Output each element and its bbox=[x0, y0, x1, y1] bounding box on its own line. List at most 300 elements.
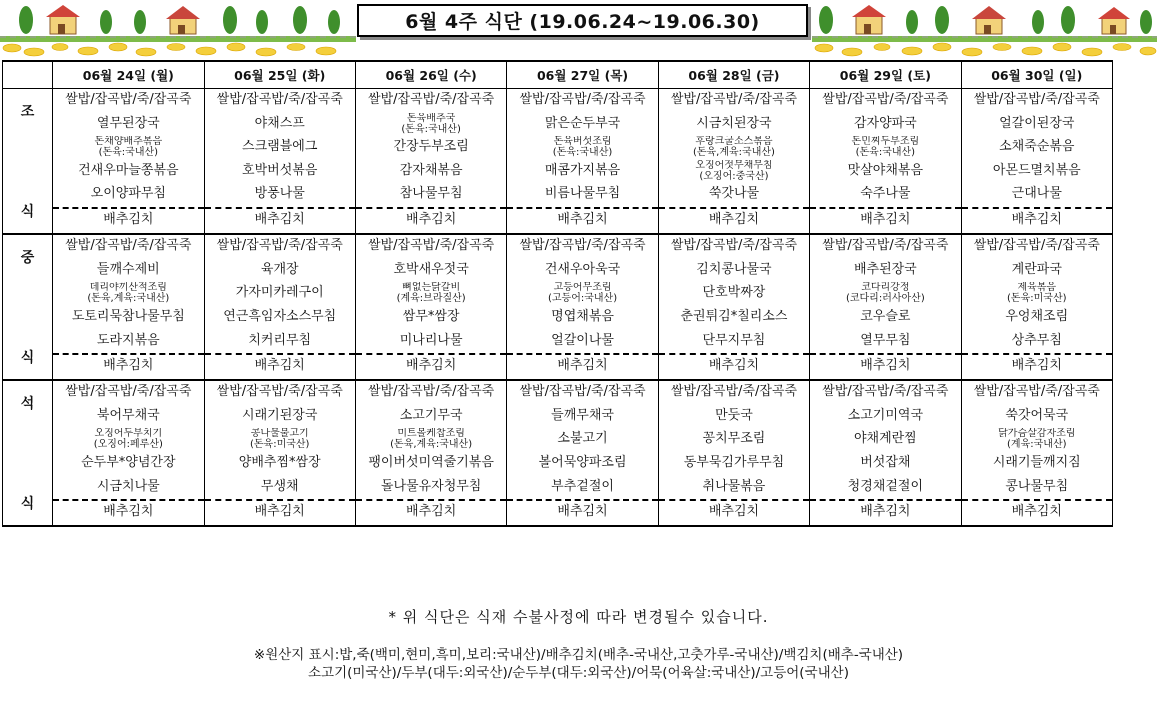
dish-cell bbox=[810, 306, 961, 330]
dish-cell bbox=[355, 452, 506, 476]
dish-name: 꽁치무조림 bbox=[702, 431, 766, 447]
dish-name: 감자채볶음 bbox=[399, 162, 463, 178]
dish-name: 치커리무침 bbox=[248, 332, 312, 348]
dish-cell bbox=[204, 282, 355, 306]
dish-name: 버섯잡채 bbox=[860, 454, 911, 470]
dish-cell bbox=[355, 183, 506, 207]
kimchi-cell bbox=[658, 207, 809, 234]
dish-cell bbox=[355, 380, 506, 405]
dish-name: 쌀밥/잡곡밥/죽/잡곡죽 bbox=[368, 238, 495, 253]
dish-cell bbox=[507, 380, 658, 405]
dish-cell bbox=[507, 306, 658, 330]
dish-cell bbox=[810, 183, 961, 207]
dish-cell bbox=[53, 234, 204, 259]
dish-name: 쌀밥/잡곡밥/죽/잡곡죽 bbox=[822, 92, 949, 107]
dish-cell bbox=[355, 113, 506, 137]
dish-name: 들깨무채국 bbox=[551, 407, 614, 423]
dish-name: 돈육배추국 bbox=[406, 112, 456, 124]
dish-cell bbox=[507, 476, 658, 500]
menu-row bbox=[3, 160, 1113, 184]
dish-cell bbox=[961, 452, 1112, 476]
dish-cell bbox=[53, 428, 204, 452]
dish-cell bbox=[53, 380, 204, 405]
kimchi-cell bbox=[810, 353, 961, 380]
kimchi-cell bbox=[355, 499, 506, 526]
dish-name: 간장두부조림 bbox=[393, 139, 469, 155]
dish-cell bbox=[355, 428, 506, 452]
menu-row bbox=[3, 452, 1113, 476]
dish-name: 배추김치 bbox=[860, 212, 911, 228]
dish-name: 매콤가지볶음 bbox=[544, 162, 621, 178]
dish-name: 건새우마늘쫑볶음 bbox=[78, 162, 179, 178]
dish-name: 쑥갓어묵국 bbox=[1005, 407, 1069, 423]
day-header: 06월 27일 (목) bbox=[507, 61, 658, 89]
dish-name: 쌀밥/잡곡밥/죽/잡곡죽 bbox=[973, 92, 1100, 107]
menu-row bbox=[3, 89, 1113, 113]
dish-name: 배추김치 bbox=[103, 504, 154, 520]
dish-name: 소불고기 bbox=[557, 431, 608, 447]
dish-name: 돈채양배추볶음 bbox=[94, 136, 163, 148]
dish-name: 배추김치 bbox=[708, 358, 760, 374]
dish-origin: (계육:국내산) bbox=[1007, 439, 1067, 451]
dish-name: 배추김치 bbox=[557, 212, 608, 228]
dish-cell bbox=[507, 452, 658, 476]
dish-name: 시래기들깨지짐 bbox=[992, 454, 1081, 470]
kimchi-cell bbox=[53, 207, 204, 234]
dish-cell bbox=[810, 136, 961, 160]
dish-name: 만둣국 bbox=[715, 407, 753, 423]
kimchi-cell bbox=[507, 207, 658, 234]
dish-name: 배추김치 bbox=[406, 504, 457, 520]
dish-cell bbox=[658, 452, 809, 476]
dish-cell bbox=[658, 282, 809, 306]
kimchi-cell bbox=[658, 353, 809, 380]
dish-name: 미나리나물 bbox=[399, 332, 463, 348]
dish-cell bbox=[961, 282, 1112, 306]
dish-cell bbox=[53, 160, 204, 184]
dish-name: 야채스프 bbox=[254, 115, 305, 131]
dish-cell bbox=[507, 160, 658, 184]
dish-name: 배추김치 bbox=[103, 358, 154, 374]
dish-name: 쌀밥/잡곡밥/죽/잡곡죽 bbox=[670, 384, 798, 399]
menu-row bbox=[3, 183, 1113, 207]
origin-notice bbox=[0, 646, 1157, 682]
dish-name: 미트볼케찹조림 bbox=[397, 428, 465, 440]
dish-name: 배추김치 bbox=[1011, 212, 1062, 228]
dish-cell bbox=[53, 452, 204, 476]
dish-name: 팽이버섯미역줄기볶음 bbox=[368, 454, 494, 470]
meal-label bbox=[3, 234, 53, 380]
dish-cell bbox=[810, 160, 961, 184]
dish-name: 계란파국 bbox=[1011, 261, 1062, 277]
dish-name: 쌀밥/잡곡밥/죽/잡곡죽 bbox=[519, 384, 646, 399]
dish-cell bbox=[507, 136, 658, 160]
dish-name: 부추겉절이 bbox=[551, 478, 614, 494]
weekly-menu-table bbox=[2, 60, 1113, 527]
dish-cell bbox=[961, 476, 1112, 500]
dish-cell bbox=[204, 113, 355, 137]
dish-cell bbox=[810, 476, 961, 500]
dish-name: 소채죽순볶음 bbox=[999, 139, 1075, 155]
dish-origin: (오징어:중국산) bbox=[699, 170, 769, 182]
dish-cell bbox=[810, 259, 961, 283]
dish-name: 연근흑임자소스무침 bbox=[223, 308, 337, 324]
dish-name: 청경채겉절이 bbox=[847, 478, 924, 494]
menu-row bbox=[3, 380, 1113, 405]
dish-name: 쌀밥/잡곡밥/죽/잡곡죽 bbox=[973, 238, 1100, 253]
dish-name: 시래기된장국 bbox=[242, 407, 318, 423]
dish-cell bbox=[204, 234, 355, 259]
dish-cell bbox=[204, 330, 355, 354]
dish-name: 배추김치 bbox=[254, 358, 305, 374]
day-header: 06월 24일 (월) bbox=[53, 61, 204, 89]
dish-cell bbox=[507, 113, 658, 137]
menu-row bbox=[3, 428, 1113, 452]
menu-row bbox=[3, 234, 1113, 259]
dish-name: 열무무침 bbox=[860, 332, 911, 348]
dish-cell bbox=[961, 89, 1112, 113]
dish-cell bbox=[53, 330, 204, 354]
kimchi-cell bbox=[810, 207, 961, 234]
dish-origin: (오징어:페루산) bbox=[93, 439, 163, 451]
dish-name: 코다리강정 bbox=[861, 282, 910, 294]
dish-name: 숙주나물 bbox=[860, 186, 911, 202]
meal-label-top: 중 bbox=[20, 250, 35, 266]
dish-cell bbox=[961, 160, 1112, 184]
dish-name: 춘권튀김*칠리소스 bbox=[680, 308, 788, 324]
dish-name: 소고기무국 bbox=[399, 407, 463, 423]
dish-cell bbox=[658, 306, 809, 330]
menu-row bbox=[3, 405, 1113, 429]
kimchi-cell bbox=[810, 499, 961, 526]
dish-cell bbox=[658, 259, 809, 283]
dish-name: 명엽채볶음 bbox=[551, 308, 614, 324]
kimchi-cell bbox=[53, 353, 204, 380]
dish-cell bbox=[658, 234, 809, 259]
dish-cell bbox=[507, 282, 658, 306]
dish-name: 쌀밥/잡곡밥/죽/잡곡죽 bbox=[670, 92, 798, 107]
dish-name: 북어무채국 bbox=[96, 407, 160, 423]
dish-name: 가자미카레구이 bbox=[235, 285, 324, 301]
menu-row bbox=[3, 282, 1113, 306]
dish-name: 코우슬로 bbox=[860, 308, 911, 324]
dish-cell bbox=[961, 306, 1112, 330]
meal-label-top: 조 bbox=[20, 104, 35, 120]
dish-name: 고등어무조림 bbox=[553, 282, 612, 294]
dish-cell bbox=[658, 183, 809, 207]
dish-name: 쌀밥/잡곡밥/죽/잡곡죽 bbox=[216, 238, 343, 253]
day-header: 06월 26일 (수) bbox=[355, 61, 506, 89]
dish-cell bbox=[658, 405, 809, 429]
dish-name: 쌀밥/잡곡밥/죽/잡곡죽 bbox=[65, 92, 192, 107]
dish-name: 육개장 bbox=[260, 261, 299, 277]
dish-name: 무생채 bbox=[260, 478, 299, 494]
dish-cell bbox=[355, 89, 506, 113]
dish-name: 제육볶음 bbox=[1017, 282, 1057, 294]
dish-cell bbox=[507, 405, 658, 429]
origin-line-1: ※원산지 표시:밥,죽(백미,현미,흑미,보리:국내산)/배추김치(배추-국내산,고춧가루-국내산)/백김치(배추-국내산) bbox=[253, 647, 904, 663]
dish-cell bbox=[204, 405, 355, 429]
menu-row bbox=[3, 306, 1113, 330]
dish-name: 맑은순두부국 bbox=[544, 115, 621, 131]
dish-cell bbox=[961, 259, 1112, 283]
dish-cell bbox=[961, 428, 1112, 452]
dish-name: 도토리묵참나물무침 bbox=[71, 308, 185, 324]
dish-name: 얼갈이된장국 bbox=[999, 115, 1075, 131]
dish-cell bbox=[507, 234, 658, 259]
dish-name: 맛살야채볶음 bbox=[847, 162, 924, 178]
dish-name: 우엉채조림 bbox=[1005, 308, 1069, 324]
dish-cell bbox=[53, 282, 204, 306]
house-icon bbox=[852, 5, 886, 34]
menu-row bbox=[3, 330, 1113, 354]
dish-name: 데리야끼산적조림 bbox=[89, 282, 167, 294]
dish-name: 아몬드멸치볶음 bbox=[992, 162, 1081, 178]
dish-cell bbox=[658, 160, 809, 184]
dish-cell bbox=[355, 160, 506, 184]
dish-cell bbox=[53, 259, 204, 283]
dish-cell bbox=[53, 476, 204, 500]
dish-name: 콩나물무침 bbox=[1005, 478, 1069, 494]
dish-cell bbox=[961, 405, 1112, 429]
dish-origin: (돈육:국내산) bbox=[552, 147, 613, 159]
dish-name: 배추김치 bbox=[860, 358, 911, 374]
kimchi-cell bbox=[355, 353, 506, 380]
dish-cell bbox=[810, 405, 961, 429]
kimchi-cell bbox=[961, 207, 1112, 234]
dish-name: 배추김치 bbox=[557, 504, 608, 520]
dish-name: 뼈없는닭갈비 bbox=[402, 282, 461, 294]
dish-name: 도라지볶음 bbox=[96, 332, 160, 348]
kimchi-cell bbox=[355, 207, 506, 234]
dish-name: 콩나물불고기 bbox=[250, 428, 309, 440]
dish-cell bbox=[961, 183, 1112, 207]
dish-cell bbox=[204, 259, 355, 283]
kimchi-cell bbox=[204, 353, 355, 380]
dish-name: 시금치된장국 bbox=[696, 115, 772, 131]
house-icon bbox=[972, 6, 1006, 34]
dish-origin: (코다리:러사아산) bbox=[845, 293, 925, 305]
page-title: 6월 4주 식단 (19.06.24~19.06.30) bbox=[405, 11, 760, 33]
dish-name: 닭가슴살감자조림 bbox=[998, 428, 1076, 440]
dish-name: 쑥갓나물 bbox=[708, 186, 760, 202]
dish-cell bbox=[53, 183, 204, 207]
dish-name: 돈육버섯조림 bbox=[553, 136, 612, 148]
dish-name: 쌀밥/잡곡밥/죽/잡곡죽 bbox=[670, 238, 798, 253]
dish-cell bbox=[810, 380, 961, 405]
dish-name: 쌀밥/잡곡밥/죽/잡곡죽 bbox=[822, 384, 949, 399]
dish-origin: (돈육:국내산) bbox=[98, 147, 159, 159]
kimchi-cell bbox=[658, 499, 809, 526]
kimchi-cell bbox=[204, 207, 355, 234]
dish-name: 동부묵김가루무침 bbox=[683, 454, 785, 470]
dish-name: 배추김치 bbox=[860, 504, 911, 520]
day-header: 06월 30일 (일) bbox=[961, 61, 1112, 89]
house-icon bbox=[166, 6, 200, 34]
village-decoration-right bbox=[812, 0, 1157, 58]
dish-name: 참나물무침 bbox=[399, 186, 463, 202]
dish-cell bbox=[53, 405, 204, 429]
dish-cell bbox=[355, 330, 506, 354]
dish-name: 배추김치 bbox=[1011, 504, 1062, 520]
dish-cell bbox=[810, 452, 961, 476]
dish-name: 비름나물무침 bbox=[544, 186, 621, 202]
corner-cell bbox=[3, 61, 53, 89]
dish-origin: (돈육,계육:국내산) bbox=[390, 439, 473, 451]
menu-row bbox=[3, 499, 1113, 526]
dish-name: 단호박짜장 bbox=[702, 285, 766, 301]
menu-row bbox=[3, 476, 1113, 500]
dish-name: 배추김치 bbox=[708, 212, 760, 228]
dish-cell bbox=[658, 136, 809, 160]
dish-name: 들깨수제비 bbox=[96, 261, 160, 277]
dish-cell bbox=[961, 113, 1112, 137]
dish-cell bbox=[658, 380, 809, 405]
dish-name: 쌀밥/잡곡밥/죽/잡곡죽 bbox=[519, 92, 646, 107]
dish-name: 배추김치 bbox=[254, 212, 305, 228]
dish-cell bbox=[204, 136, 355, 160]
dish-name: 호박버섯볶음 bbox=[242, 162, 318, 178]
dish-name: 감자양파국 bbox=[853, 115, 917, 131]
dish-name: 쌈무*쌈장 bbox=[402, 308, 460, 324]
meal-label bbox=[3, 380, 53, 526]
village-decoration-left bbox=[0, 0, 356, 58]
dish-name: 순두부*양념간장 bbox=[81, 454, 176, 470]
menu-row bbox=[3, 353, 1113, 380]
dish-cell bbox=[658, 330, 809, 354]
dish-cell bbox=[204, 476, 355, 500]
dish-name: 배추김치 bbox=[406, 212, 457, 228]
dish-name: 호박새우젓국 bbox=[393, 261, 469, 277]
dish-name: 돌나물유자청무침 bbox=[380, 478, 482, 494]
dish-cell bbox=[355, 282, 506, 306]
dish-name: 소고기미역국 bbox=[847, 407, 924, 423]
change-notice: * 위 식단은 식재 수불사정에 따라 변경될수 있습니다. bbox=[388, 608, 769, 626]
dish-cell bbox=[507, 330, 658, 354]
dish-origin: (돈육:미국산) bbox=[1007, 293, 1067, 305]
dish-cell bbox=[961, 136, 1112, 160]
day-header: 06월 29일 (토) bbox=[810, 61, 961, 89]
dish-cell bbox=[810, 330, 961, 354]
dish-name: 시금치나물 bbox=[96, 478, 160, 494]
kimchi-cell bbox=[961, 499, 1112, 526]
dish-name: 김치콩나물국 bbox=[696, 261, 772, 277]
day-header: 06월 28일 (금) bbox=[658, 61, 809, 89]
dish-name: 쌀밥/잡곡밥/죽/잡곡죽 bbox=[216, 92, 343, 107]
dish-name: 근대나물 bbox=[1011, 186, 1062, 202]
house-icon bbox=[46, 5, 80, 34]
dish-name: 쌀밥/잡곡밥/죽/잡곡죽 bbox=[65, 238, 192, 253]
dish-name: 배추김치 bbox=[254, 504, 305, 520]
dish-name: 단무지무침 bbox=[702, 332, 766, 348]
origin-line-2: 소고기(미국산)/두부(대두:외국산)/순두부(대두:외국산)/어묵(어육살:국내산)/고등어(국내산) bbox=[308, 665, 849, 681]
dish-origin: (돈육:국내산) bbox=[401, 123, 461, 135]
house-icon bbox=[1098, 7, 1130, 34]
dish-origin: (고등어:국내산) bbox=[547, 293, 618, 305]
dish-cell bbox=[658, 428, 809, 452]
dish-cell bbox=[961, 330, 1112, 354]
meal-label-bottom: 식 bbox=[20, 496, 35, 512]
dish-cell bbox=[204, 380, 355, 405]
dish-name: 스크램블에그 bbox=[242, 139, 318, 155]
dish-cell bbox=[204, 428, 355, 452]
dish-name: 쌀밥/잡곡밥/죽/잡곡죽 bbox=[368, 92, 495, 107]
dish-cell bbox=[355, 306, 506, 330]
dish-name: 쌀밥/잡곡밥/죽/잡곡죽 bbox=[65, 384, 192, 399]
dish-cell bbox=[355, 405, 506, 429]
menu-title-box bbox=[357, 4, 808, 37]
dish-name: 열무된장국 bbox=[96, 115, 160, 131]
dish-cell bbox=[355, 476, 506, 500]
dish-name: 취나물볶음 bbox=[702, 478, 766, 494]
day-header-row bbox=[3, 61, 1113, 89]
kimchi-cell bbox=[961, 353, 1112, 380]
dish-cell bbox=[810, 89, 961, 113]
dish-name: 배추김치 bbox=[406, 358, 457, 374]
dish-name: 오징어두부치기 bbox=[94, 428, 163, 440]
dish-name: 배추김치 bbox=[708, 504, 760, 520]
dish-cell bbox=[658, 476, 809, 500]
dish-origin: (돈육,계육:국내산) bbox=[692, 147, 775, 159]
dish-name: 오이양파무침 bbox=[90, 186, 166, 202]
dish-cell bbox=[810, 282, 961, 306]
dish-name: 오징어젓무채무침 bbox=[695, 159, 773, 171]
dish-cell bbox=[355, 234, 506, 259]
dish-name: 양배추찜*쌈장 bbox=[238, 454, 321, 470]
meal-label-top: 석 bbox=[20, 396, 35, 412]
dish-cell bbox=[507, 89, 658, 113]
menu-row bbox=[3, 259, 1113, 283]
dish-cell bbox=[53, 89, 204, 113]
dish-name: 방풍나물 bbox=[254, 186, 305, 202]
dish-name: 볼어묵양파조림 bbox=[538, 454, 627, 470]
kimchi-cell bbox=[507, 353, 658, 380]
dish-origin: (돈육:국내산) bbox=[855, 147, 916, 159]
kimchi-cell bbox=[53, 499, 204, 526]
dish-name: 쌀밥/잡곡밥/죽/잡곡죽 bbox=[368, 384, 495, 399]
menu-row bbox=[3, 136, 1113, 160]
dish-cell bbox=[355, 136, 506, 160]
meal-label-bottom: 식 bbox=[20, 204, 35, 220]
dish-cell bbox=[204, 183, 355, 207]
header-banner bbox=[0, 0, 1157, 58]
dish-cell bbox=[810, 113, 961, 137]
dish-name: 배추김치 bbox=[103, 212, 154, 228]
dish-cell bbox=[507, 183, 658, 207]
dish-name: 쌀밥/잡곡밥/죽/잡곡죽 bbox=[519, 238, 646, 253]
dish-origin: (계육:브라질산) bbox=[396, 293, 466, 305]
meal-label bbox=[3, 89, 53, 235]
dish-cell bbox=[658, 113, 809, 137]
dish-origin: (돈육:미국산) bbox=[249, 439, 310, 451]
meal-label-bottom: 식 bbox=[20, 350, 35, 366]
dish-cell bbox=[204, 160, 355, 184]
dish-cell bbox=[204, 306, 355, 330]
dish-name: 건새우아욱국 bbox=[544, 261, 621, 277]
dish-name: 야채계란찜 bbox=[853, 431, 917, 447]
dish-name: 쌀밥/잡곡밥/죽/잡곡죽 bbox=[973, 384, 1100, 399]
dish-name: 배추김치 bbox=[557, 358, 608, 374]
dish-cell bbox=[961, 234, 1112, 259]
dish-name: 배추된장국 bbox=[853, 261, 917, 277]
dish-name: 얼갈이나물 bbox=[551, 332, 614, 348]
dish-cell bbox=[204, 452, 355, 476]
kimchi-cell bbox=[507, 499, 658, 526]
dish-cell bbox=[810, 234, 961, 259]
dish-cell bbox=[507, 428, 658, 452]
dish-cell bbox=[53, 306, 204, 330]
dish-name: 쌀밥/잡곡밥/죽/잡곡죽 bbox=[822, 238, 949, 253]
